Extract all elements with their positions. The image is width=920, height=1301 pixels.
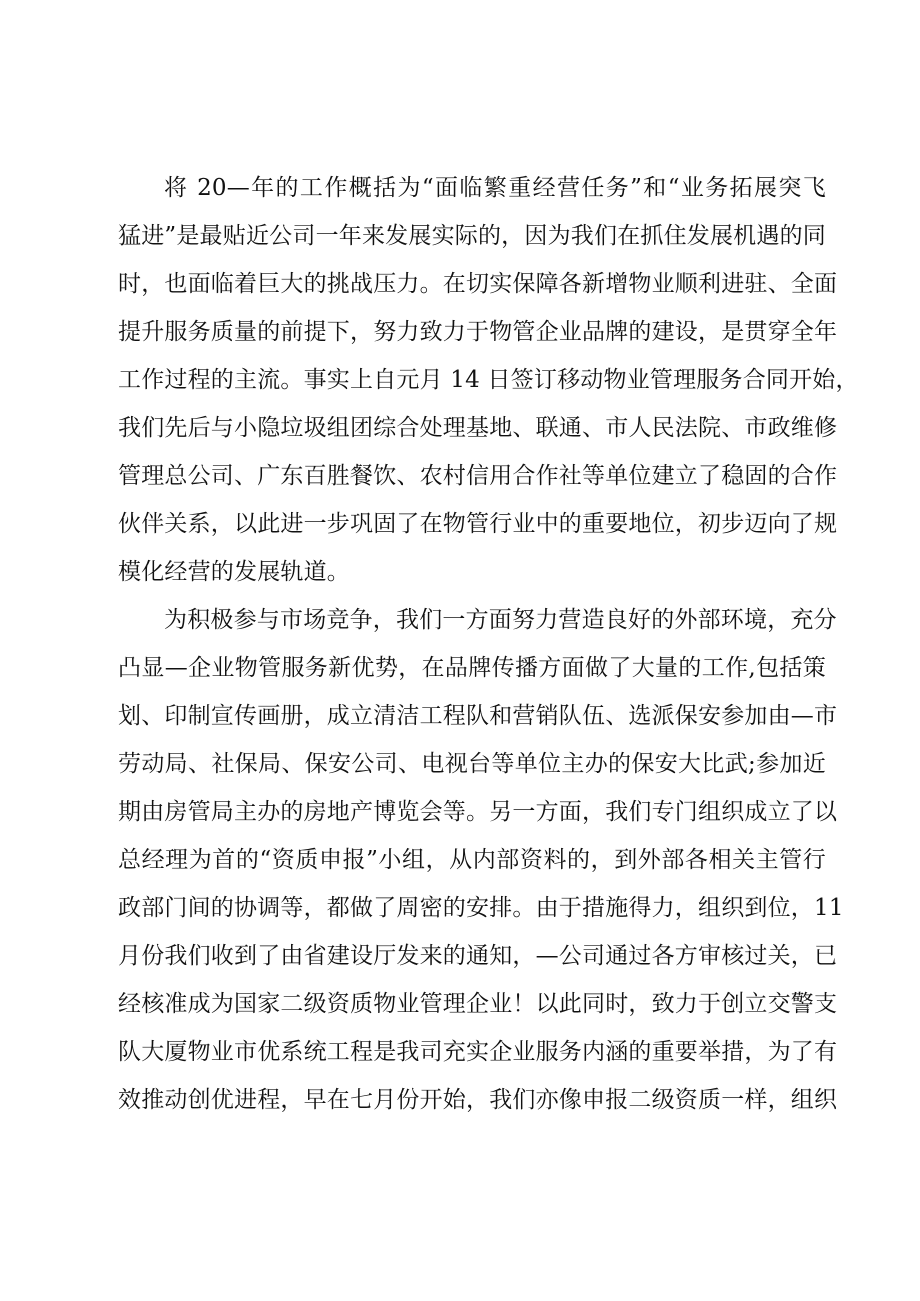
paragraph-line: 队大厦物业市优系统工程是我司充实企业服务内涵的重要举措，为了有 xyxy=(118,1039,838,1065)
paragraph-line: 经核准成为国家二级资质物业管理企业！以此同时，致力于创立交警支 xyxy=(118,991,838,1017)
paragraph-line: 模化经营的发展轨道。 xyxy=(118,559,350,585)
paragraph-line: 我们先后与小隐垃圾组团综合处理基地、联通、市人民法院、市政维修 xyxy=(118,415,838,441)
paragraph-line: 凸显—企业物管服务新优势，在品牌传播方面做了大量的工作,包括策 xyxy=(118,655,826,681)
paragraph-line: 月份我们收到了由省建设厅发来的通知，—公司通过各方审核过关，已 xyxy=(118,943,838,969)
paragraph-line: 劳动局、社保局、保安公司、电视台等单位主办的保安大比武;参加近 xyxy=(118,751,826,777)
paragraph-line: 总经理为首的“资质申报”小组，从内部资料的，到外部各相关主管行 xyxy=(118,847,826,873)
paragraph-line: 猛进”是最贴近公司一年来发展实际的，因为我们在抓住发展机遇的同 xyxy=(118,223,826,249)
paragraph-line: 时，也面临着巨大的挑战压力。在切实保障各新增物业顺利进驻、全面 xyxy=(118,271,838,297)
paragraph-2 xyxy=(118,596,844,1124)
paragraph-line: 将 20—年的工作概括为“面临繁重经营任务”和“业务拓展突飞 xyxy=(164,175,826,201)
paragraph-line: 工作过程的主流。事实上自元月 14 日签订移动物业管理服务合同开始， xyxy=(118,367,859,393)
paragraph-line: 划、印制宣传画册，成立清洁工程队和营销队伍、选派保安参加由—市 xyxy=(118,703,838,729)
document-body xyxy=(118,164,859,1124)
paragraph-line: 政部门间的协调等，都做了周密的安排。由于措施得力，组织到位，11 xyxy=(118,895,844,921)
paragraph-line: 效推动创优进程，早在七月份开始，我们亦像申报二级资质一样，组织 xyxy=(118,1087,838,1113)
paragraph-line: 期由房管局主办的房地产博览会等。另一方面，我们专门组织成立了以 xyxy=(118,799,838,825)
paragraph-line: 管理总公司、广东百胜餐饮、农村信用合作社等单位建立了稳固的合作 xyxy=(118,463,838,489)
paragraph-line: 提升服务质量的前提下，努力致力于物管企业品牌的建设，是贯穿全年 xyxy=(118,319,838,345)
paragraph-1 xyxy=(118,164,859,596)
paragraph-line: 为积极参与市场竞争，我们一方面努力营造良好的外部环境，充分 xyxy=(164,607,837,633)
paragraph-line: 伙伴关系，以此进一步巩固了在物管行业中的重要地位，初步迈向了规 xyxy=(118,511,838,537)
